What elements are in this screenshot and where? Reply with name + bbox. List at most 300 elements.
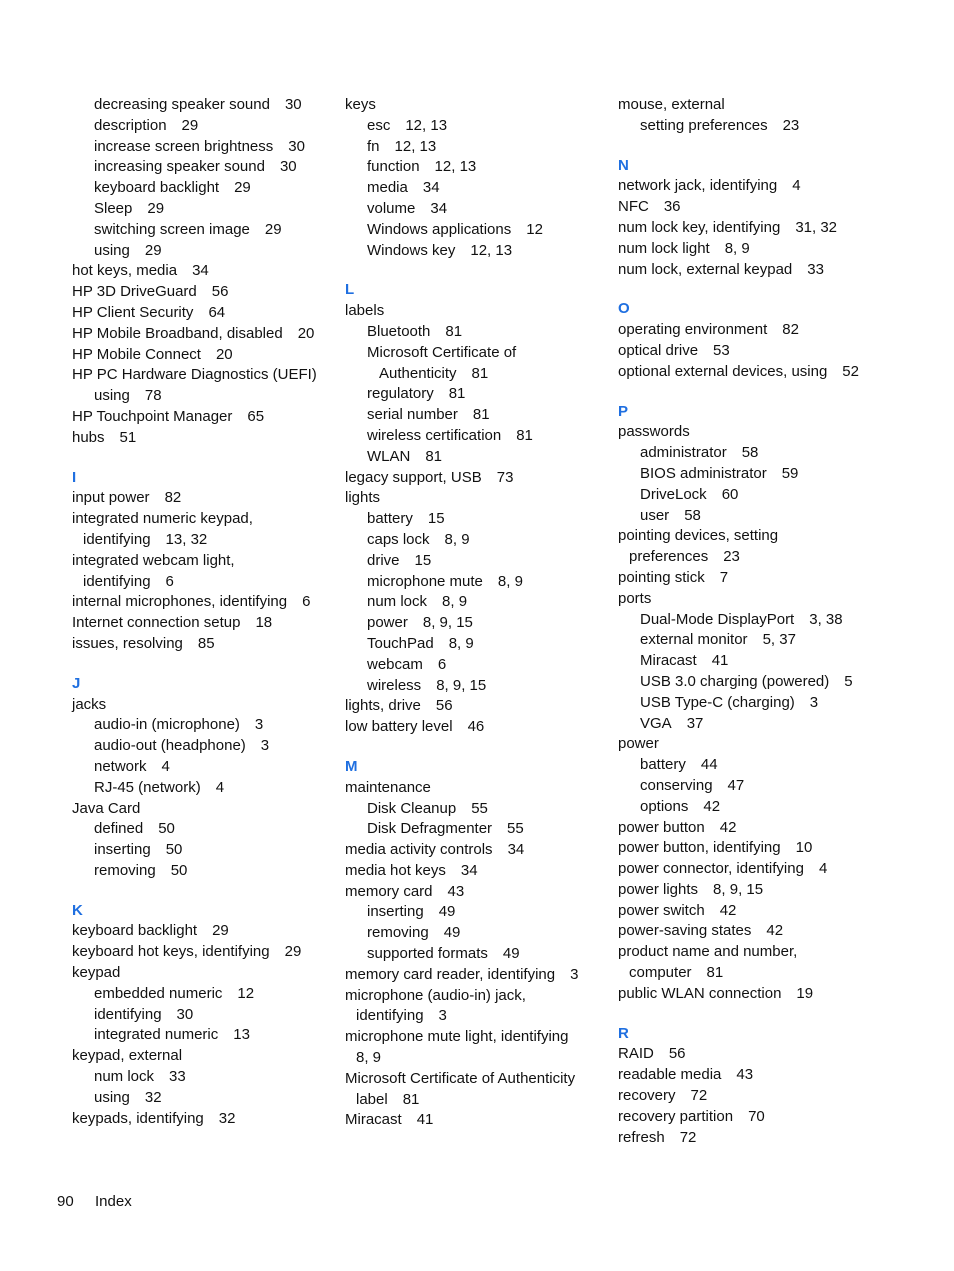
index-page-ref: 30 <box>176 1005 194 1023</box>
index-page-ref: 56 <box>211 283 229 301</box>
index-column-2 <box>345 95 607 1131</box>
index-term: lights, drive <box>345 697 421 715</box>
index-page-ref: 31, 32 <box>795 218 838 236</box>
index-entry <box>618 901 918 922</box>
index-page-ref: 7 <box>719 568 729 586</box>
index-term: HP Mobile Connect <box>72 345 201 363</box>
index-subentry <box>345 799 607 820</box>
index-subentry <box>345 322 607 343</box>
index-term: WLAN <box>367 447 411 465</box>
index-subentry <box>72 757 334 778</box>
index-term: caps lock <box>367 530 430 548</box>
page-number: 90 <box>57 1193 74 1210</box>
index-term: recovery partition <box>618 1107 734 1125</box>
index-entry <box>618 362 918 383</box>
index-entry <box>72 1109 334 1130</box>
index-page-ref: 42 <box>719 901 737 919</box>
index-letter-heading: K <box>72 901 83 919</box>
index-page-ref: 8, 9 <box>448 634 474 652</box>
index-subentry <box>345 551 607 572</box>
index-page-ref: 81 <box>448 385 466 403</box>
index-subentry <box>72 736 334 757</box>
index-entry <box>72 261 334 282</box>
index-page-ref: 50 <box>165 841 183 859</box>
index-entry <box>345 696 607 717</box>
index-entry-continuation <box>345 364 607 385</box>
index-entry <box>345 1110 607 1131</box>
index-letter-heading: I <box>72 468 77 486</box>
index-page-ref: 42 <box>703 797 721 815</box>
index-entry <box>72 509 334 530</box>
index-term: decreasing speaker sound <box>94 96 270 113</box>
index-subentry <box>72 178 334 199</box>
index-term: USB 3.0 charging (powered) <box>640 672 830 690</box>
index-page-ref: 55 <box>507 820 524 838</box>
index-entry-continuation <box>345 1048 607 1069</box>
index-term: microphone mute <box>367 572 483 590</box>
index-subentry <box>345 137 607 158</box>
index-page-ref: 8, 9 <box>444 530 470 548</box>
index-term: Internet connection setup <box>72 614 241 632</box>
index-entry <box>618 568 918 589</box>
index-subentry <box>618 797 918 818</box>
index-page-ref: 29 <box>234 179 251 197</box>
index-entry <box>618 1128 918 1149</box>
index-entry <box>72 303 334 324</box>
index-term: function <box>367 158 420 176</box>
index-subentry <box>72 778 334 799</box>
index-page-ref: 81 <box>706 964 724 982</box>
index-subentry <box>618 651 918 672</box>
index-page-ref: 29 <box>144 241 162 259</box>
index-entry <box>345 861 607 882</box>
index-term: memory card <box>345 882 433 900</box>
index-term: RAID <box>618 1045 654 1063</box>
index-term: conserving <box>640 776 713 794</box>
index-page-ref: 52 <box>842 362 859 380</box>
index-term: internal microphones, identifying <box>72 593 288 611</box>
index-term: Windows applications <box>367 220 512 238</box>
footer-section-title: Index <box>95 1193 132 1210</box>
index-term: RJ-45 (network) <box>94 778 201 796</box>
index-entry <box>618 95 918 116</box>
index-entry <box>618 1044 918 1065</box>
index-entry-continuation <box>618 963 918 984</box>
index-entry <box>618 341 918 362</box>
index-page-ref: 49 <box>502 945 520 963</box>
index-subentry <box>618 755 918 776</box>
index-page-ref: 72 <box>690 1087 708 1105</box>
index-page-ref: 30 <box>288 137 305 155</box>
index-page-ref: 4 <box>161 757 170 775</box>
index-letter-heading: O <box>618 300 630 318</box>
index-term: description <box>94 116 167 134</box>
index-term: HP Client Security <box>72 303 194 321</box>
index-page-ref: 81 <box>445 322 463 340</box>
index-subentry <box>72 984 334 1005</box>
index-term: increasing speaker sound <box>94 158 265 176</box>
index-entry <box>618 859 918 880</box>
index-subentry <box>72 220 334 241</box>
index-term: optional external devices, using <box>618 362 828 380</box>
index-term: Microsoft Certificate of <box>367 343 517 361</box>
index-subentry <box>345 116 607 137</box>
index-page-ref: 3, 38 <box>809 610 843 628</box>
index-subentry <box>72 861 334 882</box>
index-term: identifying <box>83 530 151 548</box>
index-subentry <box>345 426 607 447</box>
index-term: external monitor <box>640 631 748 649</box>
index-subentry <box>345 530 607 551</box>
index-entry <box>72 963 334 984</box>
index-term: power button, identifying <box>618 839 781 857</box>
index-term: Disk Defragmenter <box>367 820 493 838</box>
index-term: wireless <box>367 676 422 694</box>
index-subentry <box>345 199 607 220</box>
index-term: identifying <box>356 1007 424 1025</box>
index-entry <box>345 468 607 489</box>
index-term: refresh <box>618 1128 665 1146</box>
index-term: label <box>356 1090 388 1108</box>
index-entry <box>72 634 334 655</box>
index-entry <box>618 589 918 610</box>
index-page-ref: 10 <box>795 839 813 857</box>
index-term: Miracast <box>640 652 697 670</box>
index-page-ref: 12 <box>237 984 255 1002</box>
index-page-ref: 82 <box>782 321 799 339</box>
index-page-ref: 3 <box>438 1007 447 1025</box>
index-letter-heading: M <box>345 757 358 775</box>
index-subentry <box>345 241 607 262</box>
index-term: power switch <box>618 901 705 919</box>
index-page-ref: 8, 9 <box>724 239 750 257</box>
index-page-ref: 23 <box>723 548 740 566</box>
index-subentry <box>72 1025 334 1046</box>
page-footer <box>57 1192 132 1212</box>
index-term: microphone (audio-in) jack, <box>345 986 526 1004</box>
index-subentry <box>345 592 607 613</box>
index-term: jacks <box>72 695 107 713</box>
index-term: setting preferences <box>640 116 768 134</box>
index-entry <box>72 921 334 942</box>
index-subentry <box>72 116 334 137</box>
index-entry <box>618 942 918 963</box>
index-letter-heading: P <box>618 402 629 420</box>
index-page-ref: 23 <box>782 116 800 134</box>
index-entry <box>618 260 918 281</box>
index-term: inserting <box>367 903 424 921</box>
index-entry <box>72 613 334 634</box>
index-subentry <box>345 343 607 364</box>
index-term: esc <box>367 116 391 134</box>
index-term: removing <box>367 924 429 942</box>
index-term: Dual-Mode DisplayPort <box>640 610 795 628</box>
index-page-ref: 41 <box>416 1111 434 1129</box>
index-page-ref: 55 <box>471 799 488 817</box>
index-entry <box>618 1065 918 1086</box>
index-term: serial number <box>367 406 458 424</box>
index-term: legacy support, USB <box>345 468 482 486</box>
index-term: switching screen image <box>94 220 250 238</box>
index-term: network jack, identifying <box>618 177 778 195</box>
index-letter-heading: J <box>72 674 81 692</box>
index-subentry <box>72 1088 334 1109</box>
index-entry <box>618 880 918 901</box>
index-page-ref: 15 <box>427 510 445 528</box>
index-term: keyboard backlight <box>72 922 198 940</box>
index-term: public WLAN connection <box>618 984 782 1002</box>
index-subentry <box>345 384 607 405</box>
index-page-ref: 33 <box>807 260 824 278</box>
index-page-ref: 49 <box>443 924 461 942</box>
index-page-ref: 72 <box>679 1128 697 1146</box>
index-entry <box>618 422 918 443</box>
index-subentry <box>618 776 918 797</box>
index-page-ref: 13, 32 <box>165 530 208 548</box>
index-entry <box>72 1046 334 1067</box>
index-page-ref: 81 <box>472 406 490 424</box>
index-term: num lock <box>94 1068 155 1086</box>
index-page-ref: 81 <box>471 364 489 382</box>
index-page-ref: 29 <box>147 199 165 217</box>
index-term: power <box>367 614 408 632</box>
index-page-ref: 42 <box>766 922 784 940</box>
index-term: using <box>94 241 130 259</box>
index-page-ref: 34 <box>460 861 478 879</box>
index-term: readable media <box>618 1066 722 1084</box>
index-term: recovery <box>618 1087 676 1105</box>
index-entry-continuation <box>618 547 918 568</box>
index-entry <box>72 324 334 345</box>
index-term: keyboard hot keys, identifying <box>72 943 270 961</box>
index-entry <box>345 986 607 1007</box>
index-subentry <box>345 447 607 468</box>
index-term: options <box>640 797 689 815</box>
index-entry <box>618 921 918 942</box>
index-page-ref: 29 <box>284 943 302 961</box>
index-entry <box>72 799 334 820</box>
index-entry <box>72 592 334 613</box>
index-term: power lights <box>618 880 699 898</box>
index-page-ref: 73 <box>496 468 514 486</box>
index-subentry <box>72 137 334 158</box>
index-subentry <box>345 676 607 697</box>
index-term: HP 3D DriveGuard <box>72 283 197 301</box>
index-term: identifying <box>83 572 151 590</box>
index-subentry <box>618 464 918 485</box>
index-term: VGA <box>640 714 672 732</box>
index-page-ref: 29 <box>181 116 199 134</box>
index-subentry <box>618 443 918 464</box>
index-entry-continuation <box>345 1006 607 1027</box>
index-subentry <box>618 714 918 735</box>
index-subentry <box>72 95 334 116</box>
index-term: inserting <box>94 841 151 859</box>
index-entry-continuation <box>72 572 334 593</box>
index-entry <box>72 488 334 509</box>
index-subentry <box>345 220 607 241</box>
index-term: webcam <box>367 655 423 673</box>
index-column-1 <box>72 95 334 1129</box>
index-term: keys <box>345 96 376 113</box>
index-subentry <box>345 634 607 655</box>
index-term: TouchPad <box>367 634 434 652</box>
index-entry-continuation <box>345 1090 607 1111</box>
index-entry <box>72 551 334 572</box>
index-page-ref: 6 <box>302 593 311 611</box>
index-page-ref: 70 <box>748 1107 765 1125</box>
index-entry <box>345 488 607 509</box>
index-entry <box>618 818 918 839</box>
index-term: administrator <box>640 444 727 462</box>
index-page-ref: 60 <box>721 485 739 503</box>
index-page-ref: 33 <box>169 1068 186 1086</box>
index-term: passwords <box>618 423 690 441</box>
index-page-ref: 64 <box>208 303 226 321</box>
index-term: fn <box>367 137 380 155</box>
index-subentry <box>72 1005 334 1026</box>
index-term: keypad <box>72 964 121 982</box>
index-column-3 <box>618 95 918 1148</box>
index-term: keypads, identifying <box>72 1109 204 1127</box>
index-term: using <box>94 387 130 405</box>
index-term: audio-in (microphone) <box>94 716 240 734</box>
index-page-ref: 32 <box>218 1109 236 1127</box>
index-term: integrated webcam light, <box>72 551 235 569</box>
index-page-ref: 82 <box>164 489 182 507</box>
index-page-ref: 53 <box>713 341 730 359</box>
index-term: drive <box>367 551 400 569</box>
index-page-ref: 59 <box>781 464 799 482</box>
index-term: num lock, external keypad <box>618 260 793 278</box>
index-term: Bluetooth <box>367 322 431 340</box>
index-term: increase screen brightness <box>94 137 274 155</box>
index-entry <box>72 695 334 716</box>
index-page-ref: 3 <box>254 716 264 734</box>
index-term: low battery level <box>345 718 453 736</box>
index-term: user <box>640 506 670 524</box>
index-entry <box>72 345 334 366</box>
index-term: preferences <box>629 548 709 566</box>
index-page-ref: 34 <box>422 179 440 197</box>
index-subentry <box>345 944 607 965</box>
index-page-ref: 37 <box>686 714 704 732</box>
index-page-ref: 58 <box>684 506 701 524</box>
index-page-ref: 58 <box>741 444 759 462</box>
index-term: Miracast <box>345 1111 402 1129</box>
index-term: media hot keys <box>345 861 446 879</box>
index-subentry <box>618 630 918 651</box>
index-subentry <box>618 485 918 506</box>
index-subentry <box>72 819 334 840</box>
index-term: pointing stick <box>618 568 705 586</box>
index-term: integrated numeric keypad, <box>72 510 253 528</box>
index-term: BIOS administrator <box>640 464 767 482</box>
index-page-ref: 34 <box>430 199 448 217</box>
index-page-ref: 43 <box>447 882 465 900</box>
index-page-ref: 8, 9, 15 <box>436 676 487 694</box>
index-term: NFC <box>618 198 649 216</box>
index-term: hot keys, media <box>72 262 178 280</box>
index-subentry <box>618 506 918 527</box>
index-page-ref: 3 <box>260 737 270 755</box>
index-page-ref: 36 <box>663 198 681 216</box>
index-page-ref: 8, 9, 15 <box>713 880 764 898</box>
index-entry <box>345 1027 607 1048</box>
index-term: operating environment <box>618 321 768 339</box>
index-entry <box>345 301 607 322</box>
index-term: input power <box>72 489 150 507</box>
index-entry <box>618 218 918 239</box>
index-term: volume <box>367 199 416 217</box>
index-page-ref: 32 <box>144 1088 162 1106</box>
index-page-ref: 81 <box>516 426 533 444</box>
index-term: power-saving states <box>618 922 752 940</box>
index-letter-heading: L <box>345 281 355 299</box>
index-entry-continuation <box>72 530 334 551</box>
index-entry <box>618 1086 918 1107</box>
index-term: power <box>618 735 659 753</box>
index-subentry <box>345 178 607 199</box>
index-term: USB Type-C (charging) <box>640 693 795 711</box>
index-term: battery <box>367 510 413 528</box>
index-entry <box>618 1107 918 1128</box>
index-page-ref: 20 <box>215 345 233 363</box>
index-entry <box>618 984 918 1005</box>
index-page-ref: 4 <box>818 860 828 878</box>
index-term: battery <box>640 756 686 774</box>
index-page-ref: 4 <box>215 778 225 796</box>
index-term: Sleep <box>94 199 133 217</box>
index-subentry <box>72 386 334 407</box>
index-page-ref: 6 <box>165 572 174 590</box>
index-page-ref: 29 <box>212 922 229 940</box>
index-term: regulatory <box>367 385 434 403</box>
index-subentry <box>345 613 607 634</box>
index-page-ref: 30 <box>279 158 297 176</box>
index-term: identifying <box>94 1005 162 1023</box>
index-term: HP PC Hardware Diagnostics (UEFI) <box>72 366 317 384</box>
index-term: network <box>94 757 147 775</box>
index-term: optical drive <box>618 341 699 359</box>
index-term: keyboard backlight <box>94 179 220 197</box>
index-term: hubs <box>72 428 105 446</box>
index-subentry <box>618 610 918 631</box>
index-page-ref: 3 <box>570 965 579 983</box>
index-page-ref: 19 <box>796 984 814 1002</box>
index-page-ref: 49 <box>438 903 456 921</box>
index-entry <box>72 428 334 449</box>
index-subentry <box>345 902 607 923</box>
index-entry <box>72 282 334 303</box>
index-term: HP Mobile Broadband, disabled <box>72 324 283 342</box>
index-entry <box>72 942 334 963</box>
index-page-ref: 85 <box>197 634 215 652</box>
index-term: ports <box>618 589 652 607</box>
index-subentry <box>618 693 918 714</box>
index-term: removing <box>94 861 156 879</box>
index-term: pointing devices, setting <box>618 527 779 545</box>
index-page-ref: 34 <box>507 841 525 859</box>
index-page-ref: 8, 9 <box>442 593 468 611</box>
index-entry <box>345 717 607 738</box>
index-subentry <box>72 1067 334 1088</box>
index-page-ref: 30 <box>284 96 302 113</box>
index-page-ref: 12 <box>526 220 543 238</box>
index-term: embedded numeric <box>94 984 223 1002</box>
index-term: supported formats <box>367 945 488 963</box>
index-term: computer <box>629 964 692 982</box>
